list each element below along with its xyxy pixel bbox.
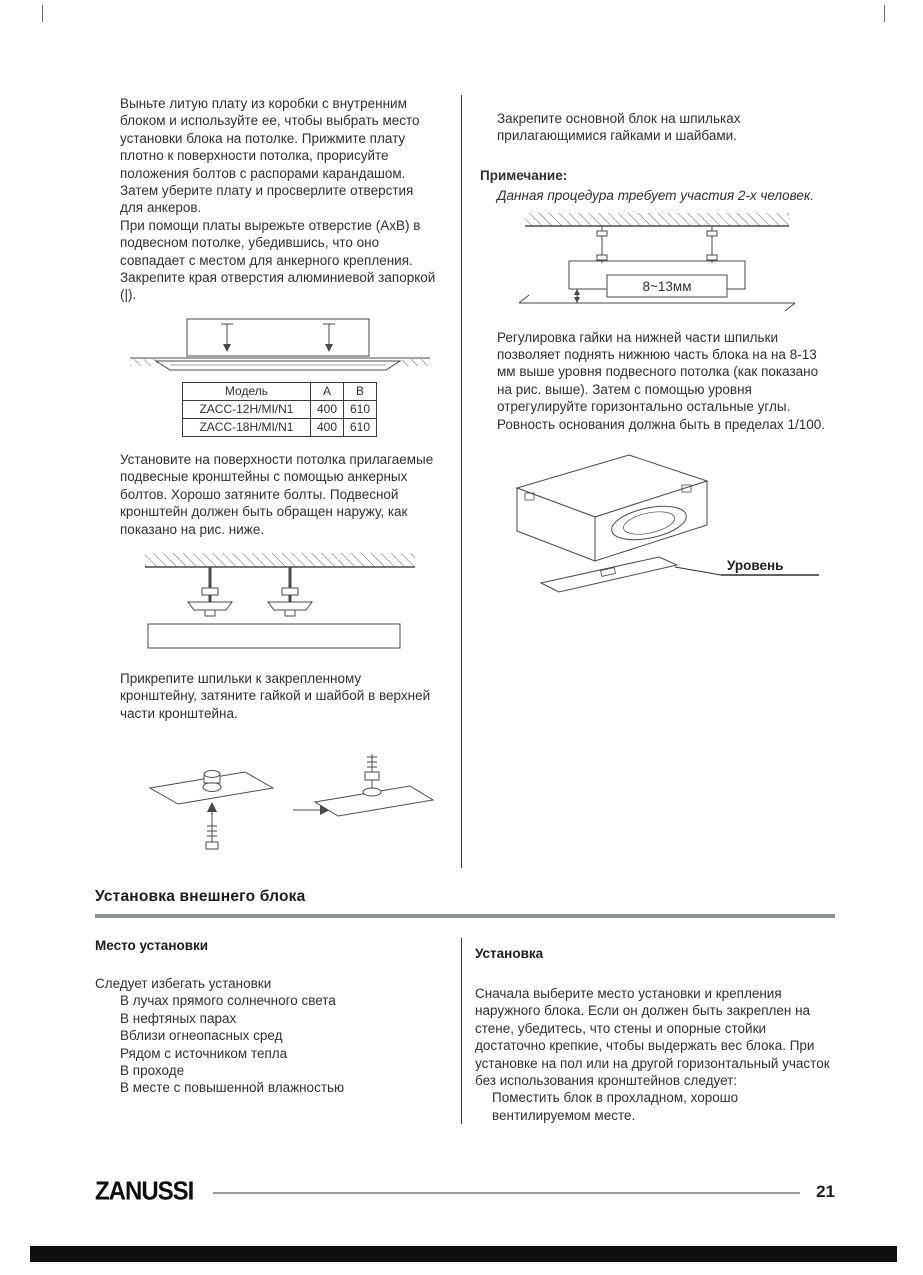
table-cell-a: 400 <box>310 418 343 436</box>
top-right-column <box>462 95 835 868</box>
crop-mark-top-left <box>42 5 43 22</box>
footer-rule <box>213 1192 800 1194</box>
table-header-model: Модель <box>182 382 310 400</box>
bottom-black-bar <box>30 1246 897 1262</box>
list-item: В проходе <box>120 1063 185 1079</box>
section-divider-rule <box>95 914 835 918</box>
table-header-a: A <box>310 382 343 400</box>
note-heading: Примечание: <box>480 167 568 183</box>
zanussi-logo: ZANUSSI <box>95 1176 194 1207</box>
bracket-bolt-detail-diagram <box>125 730 435 862</box>
list-item: Рядом с источником тепла <box>120 1045 288 1061</box>
table-cell-model: ZACC-12H/MI/N1 <box>182 400 310 418</box>
paragraph-cut-opening: При помощи платы вырежьте отверстие (АхВ) в подвесном потолке, убедившись, что оно совпадает с местом для анкерного крепления. Закрепите края отверстия алюминиевой запоркой (|). <box>120 217 436 303</box>
table-cell-b: 610 <box>344 400 377 418</box>
table-cell-b: 610 <box>344 418 377 436</box>
table-header-b: B <box>344 382 377 400</box>
top-left-column <box>95 95 462 868</box>
table-cell-a: 400 <box>310 400 343 418</box>
outdoor-unit-install-section <box>95 938 835 1124</box>
dimension-label: 8~13мм <box>642 278 691 294</box>
installation-heading: Установка <box>475 946 544 961</box>
section-title: Установка внешнего блока <box>95 888 306 905</box>
table-header-row <box>182 382 376 400</box>
list-item: В лучах прямого солнечного света <box>120 993 336 1009</box>
placement-heading: Место установки <box>95 938 209 953</box>
avoid-list <box>95 992 441 1096</box>
bottom-right-column <box>462 938 835 1124</box>
installation-list-item: Поместить блок в прохладном, хорошо вентилируемом месте. <box>492 1090 739 1123</box>
list-item: В нефтяных парах <box>120 1010 237 1026</box>
unit-levelling-diagram <box>489 443 824 621</box>
crop-mark-top-right <box>884 5 885 22</box>
list-item: Вблизи огнеопасных сред <box>120 1028 283 1044</box>
model-dimensions-table <box>182 382 377 437</box>
ceiling-cassette-cross-section-diagram <box>130 316 430 378</box>
paragraph-nut-adjustment: Регулировка гайки на нижней части шпильки позволяет поднять нижнюю часть блока на на 8-13 мм выше уровня подвесного потолка (как показано на рис. выше). Затем с помощью уровня отрегулируйте горизонтально остальные углы. Ровность основания должна быть в пределах 1/100. <box>497 329 826 432</box>
anchor-bolts-brackets-diagram <box>130 550 430 650</box>
paragraph-install-brackets: Установите на поверхности потолка прилагаемые подвесные кронштейны с помощью анкерных болтов. Хорошо затяните болты. Подвесной кронштейн должен быть обращен наружу, как показано на рис. ниже. <box>120 451 434 537</box>
page-number: 21 <box>816 1182 835 1201</box>
table-cell-model: ZACC-18H/MI/N1 <box>182 418 310 436</box>
page-footer <box>95 1178 835 1206</box>
installation-paragraph: Сначала выберите место установки и крепления наружного блока. Если он должен быть закреплен на стене, убедитесь, что стены и опорные стойки достаточно крепкие, чтобы выдержать вес блока. При установке на пол или на другой горизонтальный участок без использования кронштейнов следует: <box>475 986 830 1089</box>
list-item: В месте с повышенной влажностью <box>120 1080 345 1096</box>
table-row <box>182 400 376 418</box>
avoid-intro: Следует избегать установки <box>95 976 272 991</box>
level-label: Уровень <box>727 558 784 574</box>
paragraph-fix-main-unit: Закрепите основной блок на шпильках прилагающимися гайками и шайбами. <box>497 111 741 144</box>
suspension-height-diagram <box>507 211 807 315</box>
indoor-unit-install-section <box>95 95 835 868</box>
paragraph-attach-studs: Прикрепите шпильки к закрепленному кронштейну, затяните гайкой и шайбой в верхней части кронштейна. <box>120 670 431 721</box>
table-row <box>182 418 376 436</box>
bottom-left-column <box>95 938 462 1124</box>
outdoor-unit-section-header <box>95 888 835 918</box>
note-text: Данная процедура требует участия 2-х человек. <box>497 188 814 204</box>
paragraph-template-plate: Выньте литую плату из коробки с внутренним блоком и используйте ее, чтобы выбрать место установки блока на потолке. Прижмите плату плотно к поверхности потолка, прорисуйте положения болтов с распорами карандашом. Затем уберите плату и просверлите отверстия для анкеров. <box>120 96 420 216</box>
